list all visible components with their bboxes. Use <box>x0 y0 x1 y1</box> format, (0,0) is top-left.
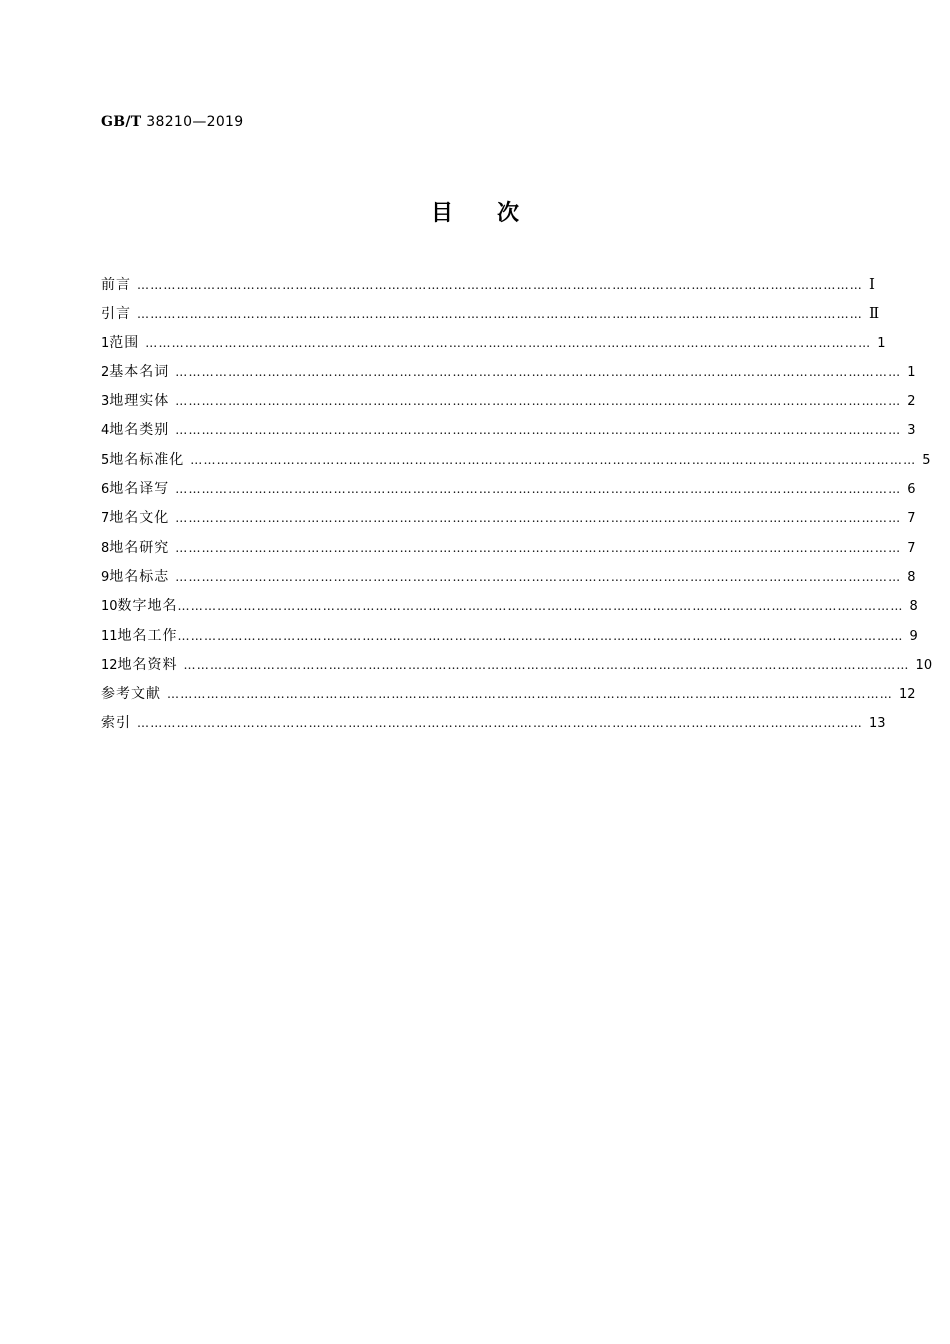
toc-page[interactable]: 2 <box>907 394 916 410</box>
toc-entry-2[interactable] <box>101 358 916 387</box>
dot-leader: ………………………………………………………………………………………………………………………………………………… <box>145 335 872 350</box>
toc-entry-12[interactable] <box>101 651 933 680</box>
toc-label[interactable]: 基本名词 <box>109 363 170 380</box>
toc-entry-9[interactable] <box>101 563 916 592</box>
toc-page[interactable]: 7 <box>907 540 916 556</box>
dot-leader: ………………………………………………………………………………………………………………………………………………… <box>175 394 902 409</box>
toc-page[interactable]: 5 <box>922 452 931 468</box>
toc-entry-foreword[interactable] <box>101 270 875 299</box>
toc-label[interactable]: 地名资料 <box>117 656 178 673</box>
toc-number: 1 <box>101 335 110 351</box>
toc-page[interactable]: 10 <box>915 657 933 673</box>
toc-page[interactable]: 3 <box>907 423 916 439</box>
dot-leader: ………………………………………………………………………………………………………………………………………………… <box>137 278 863 292</box>
toc-label[interactable]: 地名文化 <box>109 510 170 527</box>
toc-number: 8 <box>101 540 110 556</box>
toc-label[interactable]: 地名标志 <box>109 568 170 585</box>
toc-entry-6[interactable] <box>101 475 916 504</box>
toc-label[interactable]: 地名译写 <box>109 481 170 498</box>
toc-label[interactable]: 参考文献 <box>101 686 161 703</box>
toc-label[interactable]: 地名类别 <box>109 422 170 439</box>
toc-page[interactable]: 1 <box>877 335 886 351</box>
dot-leader: ………………………………………………………………………………………………………………………………………………… <box>175 423 902 438</box>
toc-page[interactable]: 7 <box>907 511 916 527</box>
dot-leader: ………………………………………………………………………………………………………………………………………………… <box>183 657 910 672</box>
toc-page[interactable]: Ⅱ <box>869 304 880 323</box>
toc-entry-11[interactable] <box>101 622 918 651</box>
dot-leader: ………………………………………………………………………………………………………………………………………………… <box>175 511 902 526</box>
toc-number: 4 <box>101 423 110 439</box>
toc-entry-7[interactable] <box>101 504 916 533</box>
toc-number: 6 <box>101 482 110 498</box>
table-of-contents <box>101 270 933 739</box>
toc-label[interactable]: 引言 <box>101 306 131 323</box>
standard-code: 38210—2019 <box>146 114 244 130</box>
toc-label[interactable]: 地名研究 <box>109 539 170 556</box>
dot-leader: ………………………………………………………………………………………………………………………………………………… <box>175 569 902 584</box>
dot-leader: ………………………………………………………………………………………………………………………………………………… <box>137 307 863 322</box>
toc-number: 7 <box>101 511 110 527</box>
dot-leader: ………………………………………………………………………………………………………………………………………………… <box>190 452 917 467</box>
dot-leader: ………………………………………………………………………………………………………………………………………………… <box>175 364 902 379</box>
toc-number: 5 <box>101 452 110 468</box>
dot-leader: ………………………………………………………………………………………………………………………………………………… <box>175 482 902 497</box>
toc-entry-4[interactable] <box>101 416 916 445</box>
toc-label[interactable]: 索引 <box>101 715 131 732</box>
dot-leader: ………………………………………………………………………………………………………………………………………………… <box>175 540 902 555</box>
toc-label[interactable]: 地理实体 <box>109 393 170 410</box>
dot-leader: ………………………………………………………………………………………………………………………………………………… <box>177 599 904 614</box>
toc-entry-3[interactable] <box>101 387 916 416</box>
toc-label[interactable]: 前言 <box>101 277 131 293</box>
toc-page[interactable]: 12 <box>899 687 916 703</box>
toc-title: 目次 <box>430 201 563 226</box>
toc-page[interactable]: 8 <box>909 599 918 615</box>
toc-entry-8[interactable] <box>101 534 916 563</box>
toc-entry-introduction[interactable] <box>101 299 880 328</box>
toc-number: 12 <box>101 657 118 673</box>
toc-entry-5[interactable] <box>101 446 931 475</box>
toc-page[interactable]: 9 <box>909 628 918 644</box>
toc-number: 2 <box>101 364 110 380</box>
toc-number: 9 <box>101 569 110 585</box>
toc-number: 11 <box>101 628 118 644</box>
toc-label[interactable]: 地名工作 <box>117 627 178 644</box>
standard-prefix: GB/T <box>101 114 142 130</box>
toc-entry-1[interactable] <box>101 329 886 358</box>
toc-label[interactable]: 数字地名 <box>117 598 178 615</box>
toc-number: 3 <box>101 394 110 410</box>
dot-leader: ………………………………………………………………………………………………………………………………………………… <box>167 687 893 702</box>
standard-number <box>101 114 243 130</box>
toc-page[interactable]: 8 <box>907 569 916 585</box>
toc-page[interactable]: Ⅰ <box>869 275 875 293</box>
toc-entry-bibliography[interactable] <box>101 680 916 709</box>
toc-number: 10 <box>101 599 118 615</box>
toc-page[interactable]: 1 <box>907 364 916 380</box>
toc-page[interactable]: 13 <box>869 716 886 732</box>
toc-label[interactable]: 范围 <box>109 334 140 351</box>
dot-leader: ………………………………………………………………………………………………………………………………………………… <box>177 628 904 643</box>
dot-leader: ………………………………………………………………………………………………………………………………………………… <box>137 716 863 731</box>
toc-label[interactable]: 地名标准化 <box>109 451 185 468</box>
toc-page[interactable]: 6 <box>907 482 916 498</box>
toc-entry-index[interactable] <box>101 709 886 738</box>
toc-entry-10[interactable] <box>101 592 918 621</box>
